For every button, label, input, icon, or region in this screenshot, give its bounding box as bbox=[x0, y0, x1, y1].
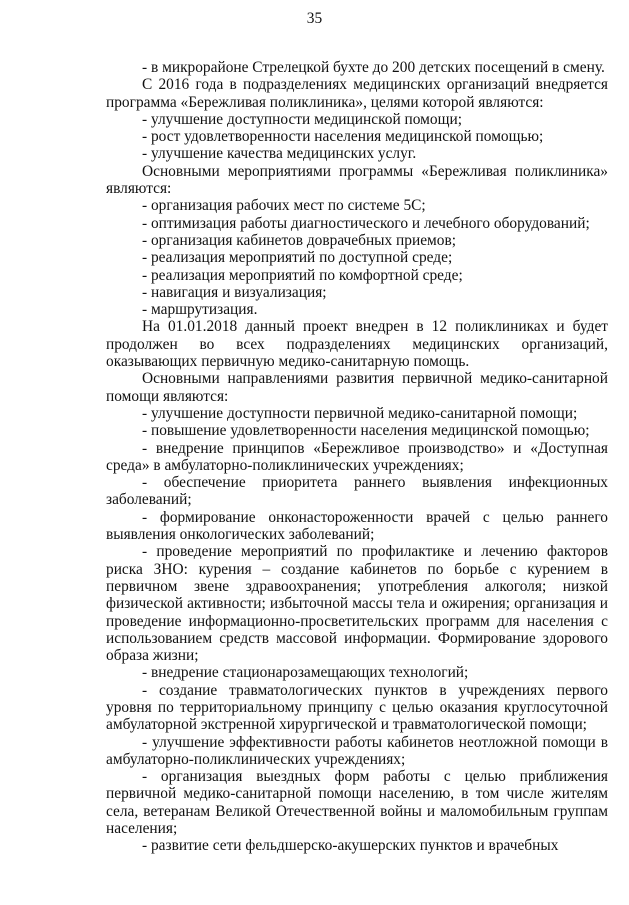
list-item: - оптимизация работы диагностического и лечебного оборудований; bbox=[142, 214, 590, 232]
list-item: - навигация и визуализация; bbox=[142, 283, 327, 301]
list-item: - организация кабинетов доврачебных приемов; bbox=[142, 231, 457, 249]
list-item: - внедрение принципов «Бережливое производство» и «Доступная среда» в амбулаторно-поликлинических учреждениях; bbox=[106, 439, 608, 474]
list-item: - маршрутизация. bbox=[142, 301, 258, 319]
paragraph: На 01.01.2018 данный проект внедрен в 12 поликлиниках и будет продолжен во всех подразделениях медицинских организаций, оказывающих первичную медико-санитарную помощь. bbox=[106, 318, 608, 371]
paragraph: С 2016 года в подразделениях медицинских организаций внедряется программа «Бережливая поликлиника», целями которой являются: bbox=[106, 76, 608, 111]
list-item: - организация выездных форм работы с целью приближения первичной медико-санитарной помощи населению, в том числе жителям села, ветеранам Великой Отечественной войны и маломобильным группам населения; bbox=[106, 768, 608, 838]
paragraph: - в микрорайоне Стрелецкой бухте до 200 детских посещений в смену. bbox=[142, 59, 605, 76]
list-item: - проведение мероприятий по профилактике и лечению факторов риска ЗНО: курения – создание кабинетов по борьбе с курением в первичном звене здравоохранения; употребления алкоголя; низкой физической активности; избыточной массы тела и ожирения; организация и проведение информационно-просветительских программ для населения с использованием средств массовой информации. Формирование здорового образа жизни; bbox=[106, 543, 608, 665]
list-item: - реализация мероприятий по комфортной среде; bbox=[142, 266, 463, 284]
document-body bbox=[106, 59, 608, 855]
list-item: - создание травматологических пунктов в учреждениях первого уровня по территориальному принципу с целью оказания круглосуточной амбулаторной экстренной хирургической и травматологической помощи; bbox=[106, 681, 608, 734]
list-item: - улучшение эффективности работы кабинетов неотложной помощи в амбулаторно-поликлинических учреждениях; bbox=[106, 733, 608, 768]
page-number: 35 bbox=[306, 10, 323, 27]
list-item: - развитие сети фельдшерско-акушерских пунктов и врачебных bbox=[142, 837, 559, 855]
paragraph: Основными направлениями развития первичной медико-санитарной помощи являются: bbox=[106, 370, 608, 405]
list-item: - реализация мероприятий по доступной среде; bbox=[142, 249, 453, 267]
list-item: - организация рабочих мест по системе 5С; bbox=[142, 197, 426, 215]
list-item: - улучшение доступности медицинской помощи; bbox=[142, 110, 462, 128]
list-item: - обеспечение приоритета раннего выявления инфекционных заболеваний; bbox=[106, 474, 608, 509]
list-item: - улучшение доступности первичной медико-санитарной помощи; bbox=[142, 404, 578, 422]
list-item: - повышение удовлетворенности населения медицинской помощью; bbox=[142, 422, 590, 440]
list-item: - формирование онконастороженности врачей с целью раннего выявления онкологических заболеваний; bbox=[106, 508, 608, 544]
paragraph: Основными мероприятиями программы «Бережливая поликлиника» являются: bbox=[106, 162, 608, 198]
list-item: - внедрение стационарозамещающих технологий; bbox=[142, 664, 469, 682]
list-item: - рост удовлетворенности населения медицинской помощью; bbox=[142, 128, 544, 146]
list-item: - улучшение качества медицинских услуг. bbox=[142, 145, 417, 163]
